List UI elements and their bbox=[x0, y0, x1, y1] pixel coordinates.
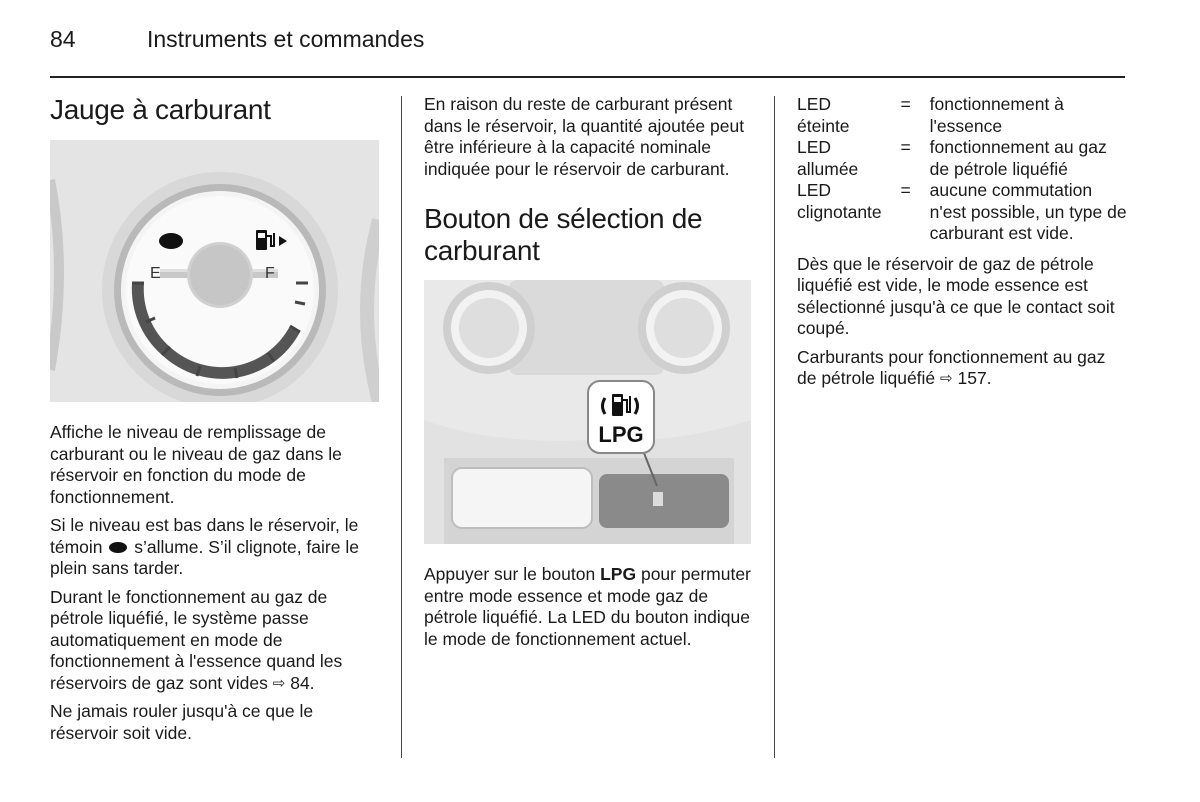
led-term: LED allumée bbox=[797, 137, 859, 179]
paragraph: Ne jamais rouler jusqu'à ce que le réservoir soit vide. bbox=[50, 701, 314, 743]
fuel-selector-illustration bbox=[424, 280, 751, 544]
lpg-button-label: LPG bbox=[598, 422, 644, 447]
fuel-selector-drawing bbox=[424, 280, 751, 544]
lpg-button-physical bbox=[599, 474, 729, 528]
arrow-ref-icon: ⇨ bbox=[272, 674, 286, 692]
paragraph: Appuyer sur le bouton LPG pour permuter entre mode essence et mode gaz de pétrole liquéfié. La LED du bouton indique le mode de fonctionnement actuel. bbox=[424, 564, 751, 649]
gauge-full-label: F bbox=[265, 265, 275, 282]
column-divider bbox=[401, 96, 402, 758]
paragraph: Carburants pour fonctionnement au gaz de pétrole liquéfié ⇨ 157. bbox=[797, 346, 1106, 388]
paragraph: En raison du reste de carburant présent dans le réservoir, la quantité ajoutée peut être inférieure à la capacité nominale indiquée pour le réservoir de carburant. bbox=[424, 94, 745, 179]
column-1 bbox=[50, 94, 380, 751]
page-number: 84 bbox=[50, 26, 76, 52]
led-desc: aucune commutation n'est possible, un type de carburant est vide. bbox=[929, 180, 1127, 243]
led-status-table bbox=[797, 94, 1127, 245]
header-rule bbox=[50, 76, 1125, 78]
fuel-gauge-illustration bbox=[50, 140, 379, 402]
led-eq: = bbox=[900, 137, 911, 157]
column-2 bbox=[424, 94, 754, 657]
led-desc: fonctionnement à l'essence bbox=[929, 94, 1064, 136]
low-fuel-indicator-icon bbox=[109, 542, 127, 553]
fuel-gauge-drawing bbox=[50, 140, 379, 402]
running-title: Instruments et commandes bbox=[147, 26, 425, 52]
page-header bbox=[50, 26, 1125, 54]
column-3 bbox=[797, 94, 1127, 397]
gauge-empty-label: E bbox=[150, 265, 161, 282]
paragraph: Durant le fonctionnement au gaz de pétrole liquéfié, le système passe automatiquement en mode de fonctionnement à l'essence quand les réservoirs de gaz sont vides ⇨ 84. bbox=[50, 586, 343, 693]
led-status-row bbox=[797, 180, 1127, 245]
led-term: LED éteinte bbox=[797, 94, 850, 136]
cross-reference[interactable]: 84. bbox=[290, 672, 315, 693]
led-eq: = bbox=[900, 180, 911, 200]
section-heading-fuel-gauge: Jauge à carburant bbox=[50, 94, 271, 125]
led-status-row bbox=[797, 94, 1127, 137]
cross-reference[interactable]: 157. bbox=[957, 368, 992, 388]
led-eq: = bbox=[900, 94, 911, 114]
led-status-row bbox=[797, 137, 1127, 180]
column-divider bbox=[774, 96, 775, 758]
low-fuel-indicator-icon bbox=[159, 233, 183, 249]
paragraph: Affiche le niveau de remplissage de carburant ou le niveau de gaz dans le réservoir en fonction du mode de fonctionnement. bbox=[50, 422, 342, 507]
section-heading-fuel-selector: Bouton de sélection de carburant bbox=[424, 203, 703, 266]
lpg-key-label: LPG bbox=[600, 564, 637, 584]
paragraph: Dès que le réservoir de gaz de pétrole liquéfié est vide, le mode essence est sélectionné jusqu'à ce que le contact soit coupé. bbox=[797, 253, 1115, 338]
led-desc: fonctionnement au gaz de pétrole liquéfié bbox=[929, 137, 1107, 179]
arrow-ref-icon: ⇨ bbox=[940, 370, 953, 387]
led-term: LED clignotante bbox=[797, 180, 882, 222]
paragraph: Si le niveau est bas dans le réservoir, le témoin s’allume. S’il clignote, faire le plein sans tarder. bbox=[50, 515, 359, 578]
